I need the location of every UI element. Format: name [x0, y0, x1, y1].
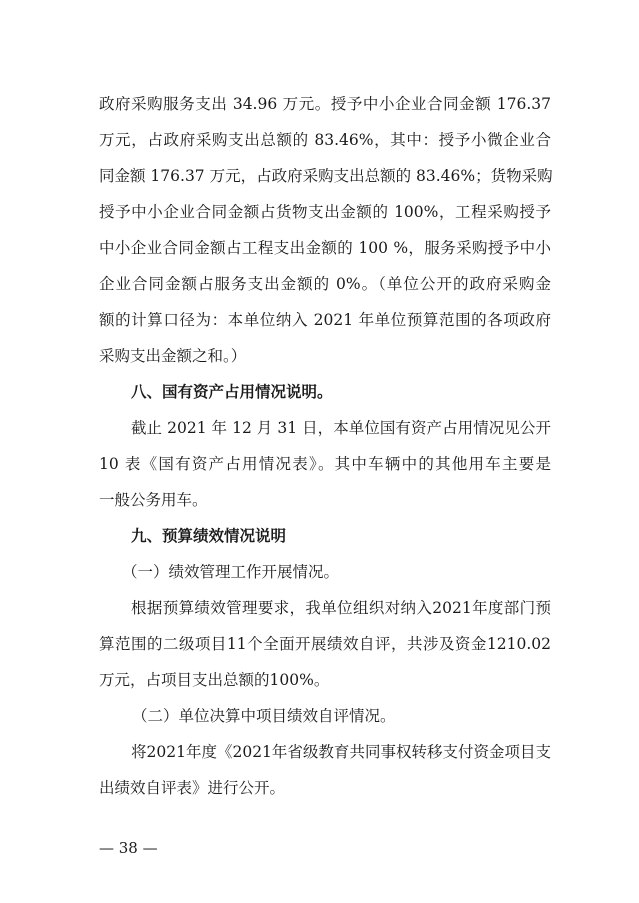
- subsection-heading: （一）绩效管理工作开展情况。: [122, 563, 340, 581]
- section-heading: 八、国有资产占用情况说明。: [131, 383, 333, 401]
- paragraph-line: 万元，占项目支出总额的100%。: [99, 671, 330, 689]
- paragraph-line: 出绩效自评表》进行公开。: [99, 779, 286, 797]
- paragraph-line: 将2021年度《2021年省级教育共同事权转移支付资金项目支: [131, 743, 551, 761]
- paragraph-line: 万元，占政府采购支出总额的 83.46%，其中：授予小微企业合: [99, 131, 551, 149]
- paragraph-line: 10 表《国有资产占用情况表》。其中车辆中的其他用车主要是: [99, 455, 551, 473]
- paragraph-line: 算范围的二级项目11个全面开展绩效自评，共涉及资金1210.02: [99, 635, 551, 653]
- section-heading: 九、预算绩效情况说明: [131, 527, 287, 545]
- paragraph-line: 截止 2021 年 12 月 31 日，本单位国有资产占用情况见公开: [131, 419, 551, 437]
- paragraph-line: 采购支出金额之和。）: [99, 347, 247, 365]
- paragraph-line: 额的计算口径为：本单位纳入 2021 年单位预算范围的各项政府: [99, 311, 551, 329]
- paragraph-line: 企业合同金额占服务支出金额的 0%。（单位公开的政府采购金: [99, 275, 551, 293]
- paragraph-line: 中小企业合同金额占工程支出金额的 100 %，服务采购授予中小: [99, 239, 551, 257]
- paragraph-line: 授予中小企业合同金额占货物支出金额的 100%，工程采购授予: [99, 203, 551, 221]
- paragraph-line: 政府采购服务支出 34.96 万元。授予中小企业合同金额 176.37: [99, 95, 551, 113]
- paragraph-line: 根据预算绩效管理要求，我单位组织对纳入2021年度部门预: [131, 599, 551, 617]
- paragraph-line: 同金额 176.37 万元，占政府采购支出总额的 83.46%；货物采购: [99, 167, 553, 185]
- page-number: — 38 —: [99, 839, 158, 857]
- subsection-heading: （二）单位决算中项目绩效自评情况。: [132, 707, 396, 725]
- paragraph-line: 一般公务用车。: [99, 491, 208, 509]
